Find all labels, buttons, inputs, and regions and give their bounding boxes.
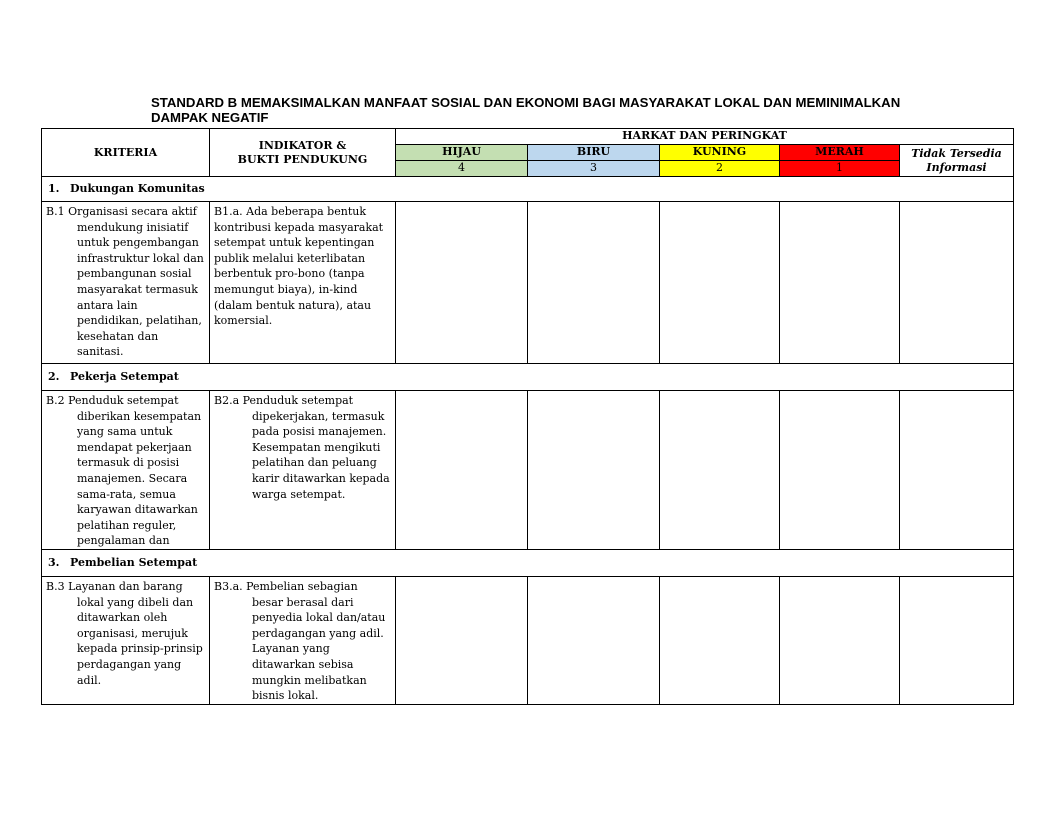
kriteria-cell-2: B.2 Penduduk setempat diberikan kesempatan yang sama untuk mendapat pekerjaan termasuk di posisi manajemen. Secara sama-rata, semua karyawan ditawarkan pelatihan reguler, pengalaman dan [42,391,210,550]
score-cell-hijau-3[interactable] [396,576,528,704]
rating-value-hijau: 4 [396,161,528,177]
header-tidak-tersedia: Tidak Tersedia Informasi [900,145,1014,177]
assessment-table [41,128,1014,705]
score-cell-tidak-1[interactable] [900,202,1014,364]
page-title: STANDARD B MEMAKSIMALKAN MANFAAT SOSIAL DAN EKONOMI BAGI MASYARAKAT LOKAL DAN MEMINIMALKAN DAMPAK NEGATIF [151,95,901,125]
header-harkat: HARKAT DAN PERINGKAT [396,129,1014,145]
kriteria-cell-3: B.3 Layanan dan barang lokal yang dibeli dan ditawarkan oleh organisasi, merujuk kepada prinsip-prinsip perdagangan yang adil. [42,576,210,704]
rating-label-merah: MERAH [780,145,900,161]
rating-label-biru: BIRU [528,145,660,161]
rating-value-biru: 3 [528,161,660,177]
rating-label-kuning: KUNING [660,145,780,161]
rating-value-merah: 1 [780,161,900,177]
score-cell-biru-3[interactable] [528,576,660,704]
indikator-cell-1: B1.a. Ada beberapa bentuk kontribusi kepada masyarakat setempat untuk kepentingan publik melalui keterlibatan berbentuk pro-bono (tanpa memungut biaya), in-kind (dalam bentuk natura), atau komersial. [210,202,396,364]
section-heading-2: 2. Pekerja Setempat [42,364,1014,391]
score-cell-merah-1[interactable] [780,202,900,364]
header-kriteria: KRITERIA [42,129,210,177]
section-heading-3: 3. Pembelian Setempat [42,549,1014,576]
score-cell-kuning-3[interactable] [660,576,780,704]
kriteria-cell-1: B.1 Organisasi secara aktif mendukung inisiatif untuk pengembangan infrastruktur lokal dan pembangunan sosial masyarakat termasuk antara lain pendidikan, pelatihan, kesehatan dan sanitasi. [42,202,210,364]
rating-label-hijau: HIJAU [396,145,528,161]
rating-value-kuning: 2 [660,161,780,177]
score-cell-biru-2[interactable] [528,391,660,550]
indikator-cell-3: B3.a. Pembelian sebagian besar berasal dari penyedia lokal dan/atau perdagangan yang adil. Layanan yang ditawarkan sebisa mungkin melibatkan bisnis lokal. [210,576,396,704]
score-cell-merah-3[interactable] [780,576,900,704]
indikator-cell-2: B2.a Penduduk setempat dipekerjakan, termasuk pada posisi manajemen. Kesempatan mengikuti pelatihan dan peluang karir ditawarkan kepada warga setempat. [210,391,396,550]
score-cell-tidak-3[interactable] [900,576,1014,704]
score-cell-merah-2[interactable] [780,391,900,550]
score-cell-kuning-1[interactable] [660,202,780,364]
score-cell-kuning-2[interactable] [660,391,780,550]
section-heading-1: 1. Dukungan Komunitas [42,177,1014,202]
score-cell-hijau-1[interactable] [396,202,528,364]
score-cell-biru-1[interactable] [528,202,660,364]
score-cell-hijau-2[interactable] [396,391,528,550]
header-indikator: INDIKATOR & BUKTI PENDUKUNG [210,129,396,177]
score-cell-tidak-2[interactable] [900,391,1014,550]
